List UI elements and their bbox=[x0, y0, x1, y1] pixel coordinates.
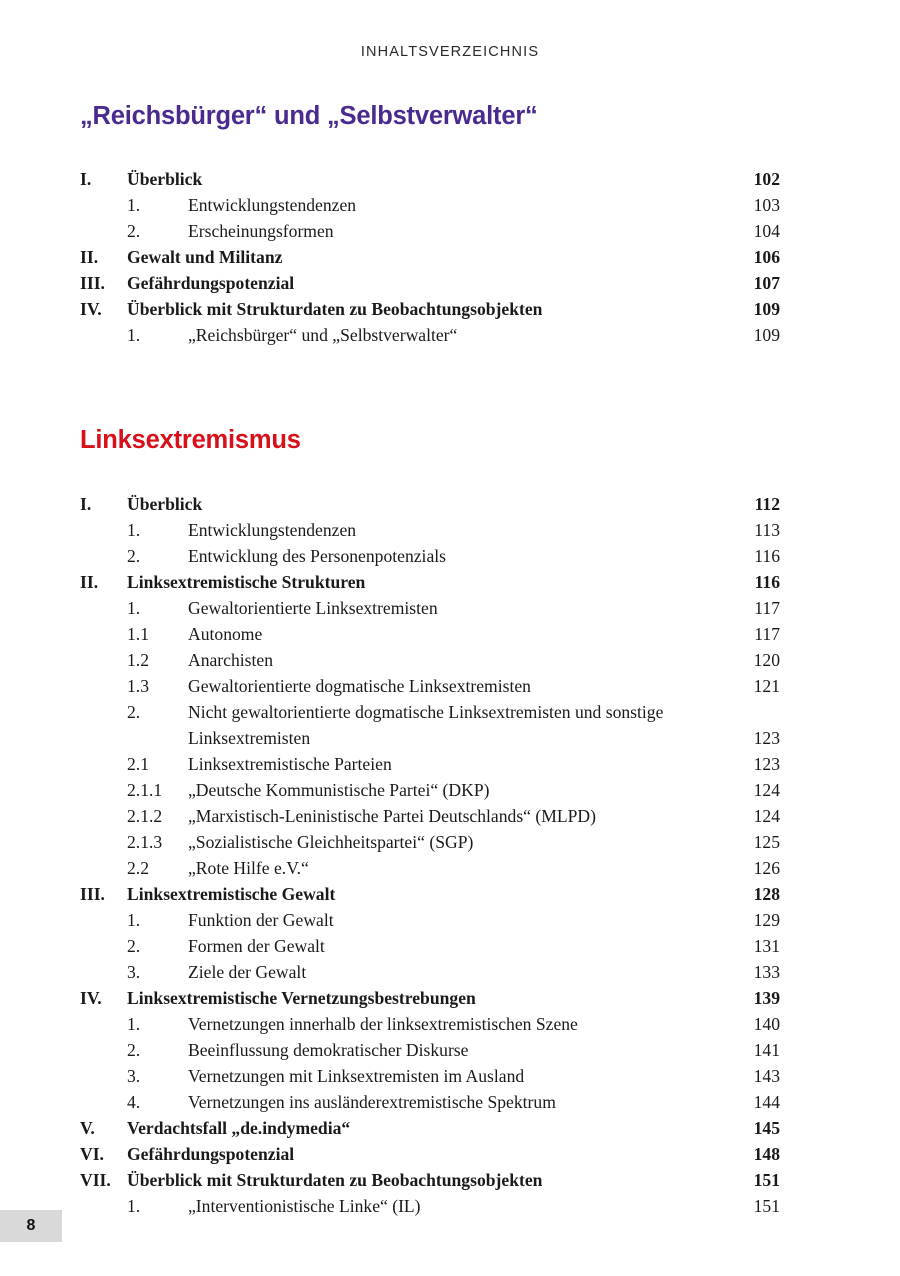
toc-entry-label: Beeinflussung demokratischer Diskurse bbox=[188, 1039, 469, 1060]
toc-entry-label: Entwicklungstendenzen bbox=[188, 195, 357, 216]
toc-entry-number: 2.1.3 bbox=[127, 831, 163, 852]
toc-entry-number: V. bbox=[80, 1117, 95, 1138]
toc-entry-label: Vernetzungen innerhalb der linksextremistischen Szene bbox=[188, 1013, 578, 1034]
toc-entry[interactable] bbox=[80, 907, 780, 933]
toc-entry-label: „Sozialistische Gleichheitspartei“ (SGP) bbox=[188, 831, 474, 852]
toc-entry-number: I. bbox=[80, 169, 92, 190]
table-of-contents bbox=[80, 102, 780, 1219]
toc-entry-number: 2. bbox=[127, 221, 141, 242]
toc-entry[interactable] bbox=[80, 647, 780, 673]
toc-entry-number: 2.1.1 bbox=[127, 779, 163, 800]
toc-entry-label: Vernetzungen mit Linksextremisten im Ausland bbox=[188, 1065, 525, 1086]
toc-entry[interactable] bbox=[80, 1115, 780, 1141]
toc-entry[interactable] bbox=[80, 777, 780, 803]
toc-entry[interactable] bbox=[80, 699, 780, 751]
toc-entry-label: Verdachtsfall „de.indymedia“ bbox=[127, 1117, 351, 1138]
toc-entry[interactable] bbox=[80, 1193, 780, 1219]
toc-entry-number: 2. bbox=[127, 1039, 141, 1060]
toc-entry-number: 1.2 bbox=[127, 649, 149, 670]
toc-entry-number: 1. bbox=[127, 195, 141, 216]
toc-entry-page: 124 bbox=[753, 805, 780, 826]
toc-entry-page: 128 bbox=[753, 883, 780, 904]
toc-entry-label: Anarchisten bbox=[188, 649, 274, 670]
toc-entry-number: 2. bbox=[127, 935, 141, 956]
toc-entry-label: Gewaltorientierte dogmatische Linksextremisten bbox=[188, 675, 531, 696]
toc-entry[interactable] bbox=[80, 881, 780, 907]
toc-entry-page: 124 bbox=[753, 779, 780, 800]
chapter-title: Linksextremismus bbox=[80, 426, 301, 455]
toc-entry[interactable] bbox=[80, 322, 780, 348]
toc-entry-page: 103 bbox=[753, 195, 780, 216]
page-number-label: 8 bbox=[26, 1217, 36, 1234]
toc-list bbox=[80, 166, 780, 348]
toc-entry-page: 143 bbox=[753, 1065, 780, 1086]
toc-entry-label: Formen der Gewalt bbox=[188, 935, 325, 956]
toc-entry-label: „Interventionistische Linke“ (IL) bbox=[188, 1195, 421, 1216]
toc-entry[interactable] bbox=[80, 270, 780, 296]
toc-entry-label: „Marxistisch-Leninistische Partei Deutschlands“ (MLPD) bbox=[188, 805, 596, 826]
toc-entry-number: 1. bbox=[127, 325, 141, 346]
toc-entry-page: 151 bbox=[753, 1195, 780, 1216]
toc-entry-number: II. bbox=[80, 247, 99, 268]
toc-entry-number: III. bbox=[80, 883, 105, 904]
toc-entry-label: „Rote Hilfe e.V.“ bbox=[188, 857, 309, 878]
chapter-block bbox=[80, 102, 780, 348]
toc-entry-label: Autonome bbox=[188, 623, 263, 644]
toc-entry-page: 107 bbox=[753, 273, 780, 294]
toc-entry-number: IV. bbox=[80, 987, 102, 1008]
toc-entry[interactable] bbox=[80, 595, 780, 621]
page-number-badge bbox=[0, 1210, 62, 1242]
toc-entry-page: 104 bbox=[753, 221, 780, 242]
toc-entry-page: 144 bbox=[753, 1091, 780, 1112]
toc-entry-label: Linksextremistische Strukturen bbox=[127, 571, 366, 592]
toc-entry-page: 123 bbox=[753, 753, 780, 774]
toc-entry-page: 141 bbox=[753, 1039, 780, 1060]
toc-list bbox=[80, 491, 780, 1219]
toc-entry-page: 113 bbox=[754, 519, 780, 540]
toc-entry-number: 2.1.2 bbox=[127, 805, 163, 826]
toc-entry-page: 117 bbox=[754, 597, 780, 618]
toc-entry-label: Vernetzungen ins ausländerextremistische Spektrum bbox=[188, 1091, 556, 1112]
toc-entry-label: Ziele der Gewalt bbox=[188, 961, 307, 982]
toc-entry-label: Nicht gewaltorientierte dogmatische Linksextremisten und sonstige Linksextremisten bbox=[188, 701, 664, 748]
toc-entry-number: 2. bbox=[127, 701, 141, 722]
toc-entry-label: Überblick bbox=[127, 169, 203, 190]
toc-entry[interactable] bbox=[80, 1011, 780, 1037]
toc-entry-label: Überblick bbox=[127, 493, 203, 514]
toc-entry-number: II. bbox=[80, 571, 99, 592]
toc-entry-page: 116 bbox=[754, 545, 780, 566]
toc-entry[interactable] bbox=[80, 244, 780, 270]
toc-entry-page: 139 bbox=[753, 987, 780, 1008]
toc-entry[interactable] bbox=[80, 1167, 780, 1193]
toc-entry-number: 2.2 bbox=[127, 857, 149, 878]
toc-entry-page: 131 bbox=[753, 935, 780, 956]
toc-entry-label: Erscheinungsformen bbox=[188, 221, 334, 242]
toc-entry-page: 109 bbox=[753, 299, 780, 320]
toc-entry-label: „Deutsche Kommunistische Partei“ (DKP) bbox=[188, 779, 490, 800]
toc-entry[interactable] bbox=[80, 218, 780, 244]
toc-entry-page: 112 bbox=[754, 493, 780, 514]
toc-entry-page: 129 bbox=[753, 909, 780, 930]
toc-entry-label: Gefährdungspotenzial bbox=[127, 273, 295, 294]
toc-entry[interactable] bbox=[80, 569, 780, 595]
toc-entry-page: 148 bbox=[753, 1143, 780, 1164]
toc-entry-label: Linksextremistische Parteien bbox=[188, 753, 392, 774]
toc-entry[interactable] bbox=[80, 517, 780, 543]
toc-entry-page: 133 bbox=[753, 961, 780, 982]
toc-entry-number: 1. bbox=[127, 909, 141, 930]
toc-entry-page: 151 bbox=[753, 1169, 780, 1190]
toc-entry-number: 1. bbox=[127, 1195, 141, 1216]
toc-entry-number: I. bbox=[80, 493, 92, 514]
toc-entry-label: Linksextremistische Gewalt bbox=[127, 883, 336, 904]
toc-entry[interactable] bbox=[80, 751, 780, 777]
toc-entry-number: 3. bbox=[127, 961, 141, 982]
toc-entry-number: 1. bbox=[127, 597, 141, 618]
toc-entry[interactable] bbox=[80, 803, 780, 829]
toc-entry-label: Gefährdungspotenzial bbox=[127, 1143, 295, 1164]
toc-entry-page: 123 bbox=[753, 727, 780, 748]
toc-entry-number: VI. bbox=[80, 1143, 104, 1164]
toc-entry[interactable] bbox=[80, 1037, 780, 1063]
toc-entry-label: Überblick mit Strukturdaten zu Beobachtungsobjekten bbox=[127, 1169, 543, 1190]
toc-entry-page: 125 bbox=[753, 831, 780, 852]
toc-entry-label: Linksextremistische Vernetzungsbestrebungen bbox=[127, 987, 476, 1008]
toc-entry[interactable] bbox=[80, 166, 780, 192]
toc-entry-page: 120 bbox=[753, 649, 780, 670]
toc-entry-number: 1.1 bbox=[127, 623, 149, 644]
toc-entry-number: 1.3 bbox=[127, 675, 149, 696]
toc-entry[interactable] bbox=[80, 985, 780, 1011]
toc-entry[interactable] bbox=[80, 491, 780, 517]
toc-entry-label: Entwicklung des Personenpotenzials bbox=[188, 545, 446, 566]
toc-entry-page: 109 bbox=[753, 325, 780, 346]
toc-entry-number: 3. bbox=[127, 1065, 141, 1086]
toc-entry-label: Entwicklungstendenzen bbox=[188, 519, 357, 540]
toc-entry[interactable] bbox=[80, 855, 780, 881]
toc-entry[interactable] bbox=[80, 296, 780, 322]
toc-entry-page: 116 bbox=[754, 571, 780, 592]
chapter-block bbox=[80, 426, 780, 1218]
toc-entry-page: 117 bbox=[754, 623, 780, 644]
toc-entry-page: 102 bbox=[753, 169, 780, 190]
toc-entry-page: 145 bbox=[753, 1117, 780, 1138]
chapter-title: „Reichsbürger“ und „Selbstverwalter“ bbox=[80, 102, 538, 130]
toc-entry-label: Funktion der Gewalt bbox=[188, 909, 334, 930]
toc-entry-number: IV. bbox=[80, 299, 102, 320]
toc-entry[interactable] bbox=[80, 192, 780, 218]
running-header: INHALTSVERZEICHNIS bbox=[360, 44, 540, 60]
toc-entry-number: 4. bbox=[127, 1091, 141, 1112]
toc-entry[interactable] bbox=[80, 959, 780, 985]
toc-entry-label: „Reichsbürger“ und „Selbstverwalter“ bbox=[188, 325, 458, 346]
toc-entry-page: 106 bbox=[753, 247, 780, 268]
toc-entry[interactable] bbox=[80, 1141, 780, 1167]
toc-entry-page: 126 bbox=[753, 857, 780, 878]
toc-entry[interactable] bbox=[80, 543, 780, 569]
toc-entry-label: Gewalt und Militanz bbox=[127, 247, 283, 268]
toc-entry[interactable] bbox=[80, 673, 780, 699]
toc-entry-page: 121 bbox=[753, 675, 780, 696]
toc-entry[interactable] bbox=[80, 933, 780, 959]
toc-entry-number: 1. bbox=[127, 519, 141, 540]
toc-entry[interactable] bbox=[80, 1063, 780, 1089]
toc-entry[interactable] bbox=[80, 829, 780, 855]
toc-entry[interactable] bbox=[80, 1089, 780, 1115]
toc-entry-number: 1. bbox=[127, 1013, 141, 1034]
toc-entry-number: VII. bbox=[80, 1169, 111, 1190]
toc-entry[interactable] bbox=[80, 621, 780, 647]
toc-entry-page: 140 bbox=[753, 1013, 780, 1034]
toc-entry-number: 2. bbox=[127, 545, 141, 566]
toc-entry-label: Gewaltorientierte Linksextremisten bbox=[188, 597, 438, 618]
toc-entry-number: 2.1 bbox=[127, 753, 149, 774]
toc-entry-label: Überblick mit Strukturdaten zu Beobachtungsobjekten bbox=[127, 299, 543, 320]
toc-entry-number: III. bbox=[80, 273, 105, 294]
